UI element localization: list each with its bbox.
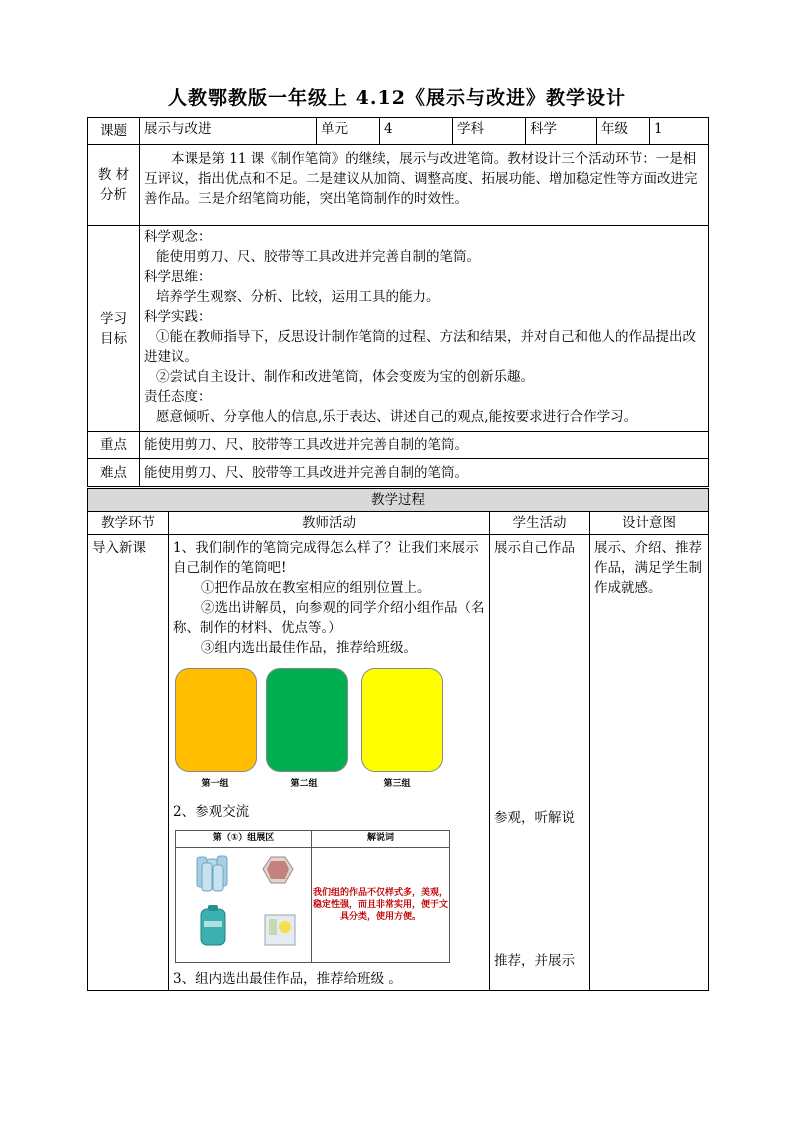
objective-line: ①能在教师指导下，反思设计制作笔筒的过程、方法和结果，并对自己和他人的作品提出改进建议。 [144, 329, 696, 365]
exhibit-photos [176, 848, 312, 963]
group-label-2: 第二组 [290, 779, 318, 789]
student-activity [490, 535, 590, 991]
subject-label: 学科 [453, 118, 526, 145]
teacher-step2: 2、参观交流 [173, 804, 250, 820]
student-activity-1: 展示自己作品 [494, 540, 575, 556]
design-intent: 展示、介绍、推荐作品，满足学生制作成就感。 [590, 535, 709, 991]
col-intent: 设计意图 [590, 512, 709, 535]
group-label-1: 第一组 [201, 779, 229, 789]
teacher-step-2: ②选出讲解员，向参观的同学介绍小组作品（名称、制作的材料、优点等。） [173, 600, 485, 636]
page-title: 人教鄂教版一年级上 4.12《展示与改进》教学设计 [168, 87, 626, 109]
col-student: 学生活动 [490, 512, 590, 535]
difficulty-label: 难点 [88, 459, 140, 487]
process-table [87, 488, 709, 991]
teacher-step-3: ③组内选出最佳作品，推荐给班级。 [201, 640, 417, 656]
objective-line: 能使用剪刀、尺、胶带等工具改进并完善自制的笔筒。 [156, 249, 480, 265]
pen-holder-clear-box [265, 915, 295, 945]
group-cards [175, 668, 485, 772]
col-teacher: 教师活动 [169, 512, 490, 535]
objectives-label: 学习 目标 [88, 226, 140, 432]
teacher-activity [169, 535, 490, 991]
exhibit-table [175, 830, 450, 963]
analysis-label: 教 材 分析 [88, 145, 140, 226]
pen-holder-blue-tubes [197, 856, 227, 891]
objective-line: 愿意倾听、分享他人的信息,乐于表达、讲述自己的观点,能按要求进行合作学习。 [156, 409, 638, 425]
analysis-text: 本课是第 11 课《制作笔筒》的继续，展示与改进笔筒。教材设计三个活动环节：一是相互评议，指出优点和不足。二是建议从加筒、调整高度、拓展功能、增加稳定性等方面改进完善作品。三是介绍笔筒功能，突出笔筒制作的时效性。 [144, 151, 698, 207]
subject-value: 科学 [526, 118, 597, 145]
objective-line: ②尝试自主设计、制作和改进笔筒，体会变废为宝的创新乐趣。 [156, 369, 534, 385]
teacher-step-1: ①把作品放在教室相应的组别位置上。 [201, 580, 431, 596]
objectives-content [140, 226, 709, 432]
objective-line: 责任态度： [144, 389, 212, 405]
course-value: 展示与改进 [140, 118, 317, 145]
teacher-intro: 1、我们制作的笔筒完成得怎么样了？让我们来展示自己制作的笔筒吧! [173, 540, 479, 576]
difficulty-text: 能使用剪刀、尺、胶带等工具改进并完善自制的笔筒。 [140, 459, 709, 487]
group-label-3: 第三组 [383, 779, 411, 789]
col-stage: 教学环节 [88, 512, 169, 535]
group-card-2 [266, 668, 348, 772]
grade-value: 1 [650, 118, 709, 145]
objective-line: 科学思维： [144, 269, 212, 285]
unit-value: 4 [380, 118, 453, 145]
exhibit-head-right: 解说词 [312, 831, 450, 848]
unit-label: 单元 [317, 118, 380, 145]
objective-line: 培养学生观察、分析、比较，运用工具的能力。 [156, 289, 440, 305]
group-card-3 [361, 668, 443, 772]
exhibit-explanation: 我们组的作品不仅样式多，美观，稳定性强，而且非常实用，便于文具分类，使用方便。 [312, 848, 450, 963]
info-table [87, 117, 709, 487]
group-card-1 [175, 668, 257, 772]
pen-holder-hexagon [263, 857, 293, 883]
pen-holder-photos [177, 849, 311, 957]
key-point-label: 重点 [88, 432, 140, 459]
objective-line: 科学观念： [144, 229, 212, 245]
objective-line: 科学实践： [144, 309, 212, 325]
key-point-text: 能使用剪刀、尺、胶带等工具改进并完善自制的笔筒。 [140, 432, 709, 459]
stage-cell: 导入新课 [88, 535, 169, 991]
pen-holder-teal-bottle [201, 905, 225, 945]
exhibit-head-left: 第（①）组展区 [176, 831, 312, 848]
grade-label: 年级 [597, 118, 650, 145]
course-label: 课题 [88, 118, 140, 145]
student-activity-2: 参观，听解说 [494, 810, 575, 826]
group-labels [175, 774, 485, 794]
student-activity-3: 推荐，并展示 [494, 953, 575, 969]
teacher-step3: 3、组内选出最佳作品，推荐给班级 。 [173, 971, 402, 987]
process-header: 教学过程 [88, 489, 709, 512]
